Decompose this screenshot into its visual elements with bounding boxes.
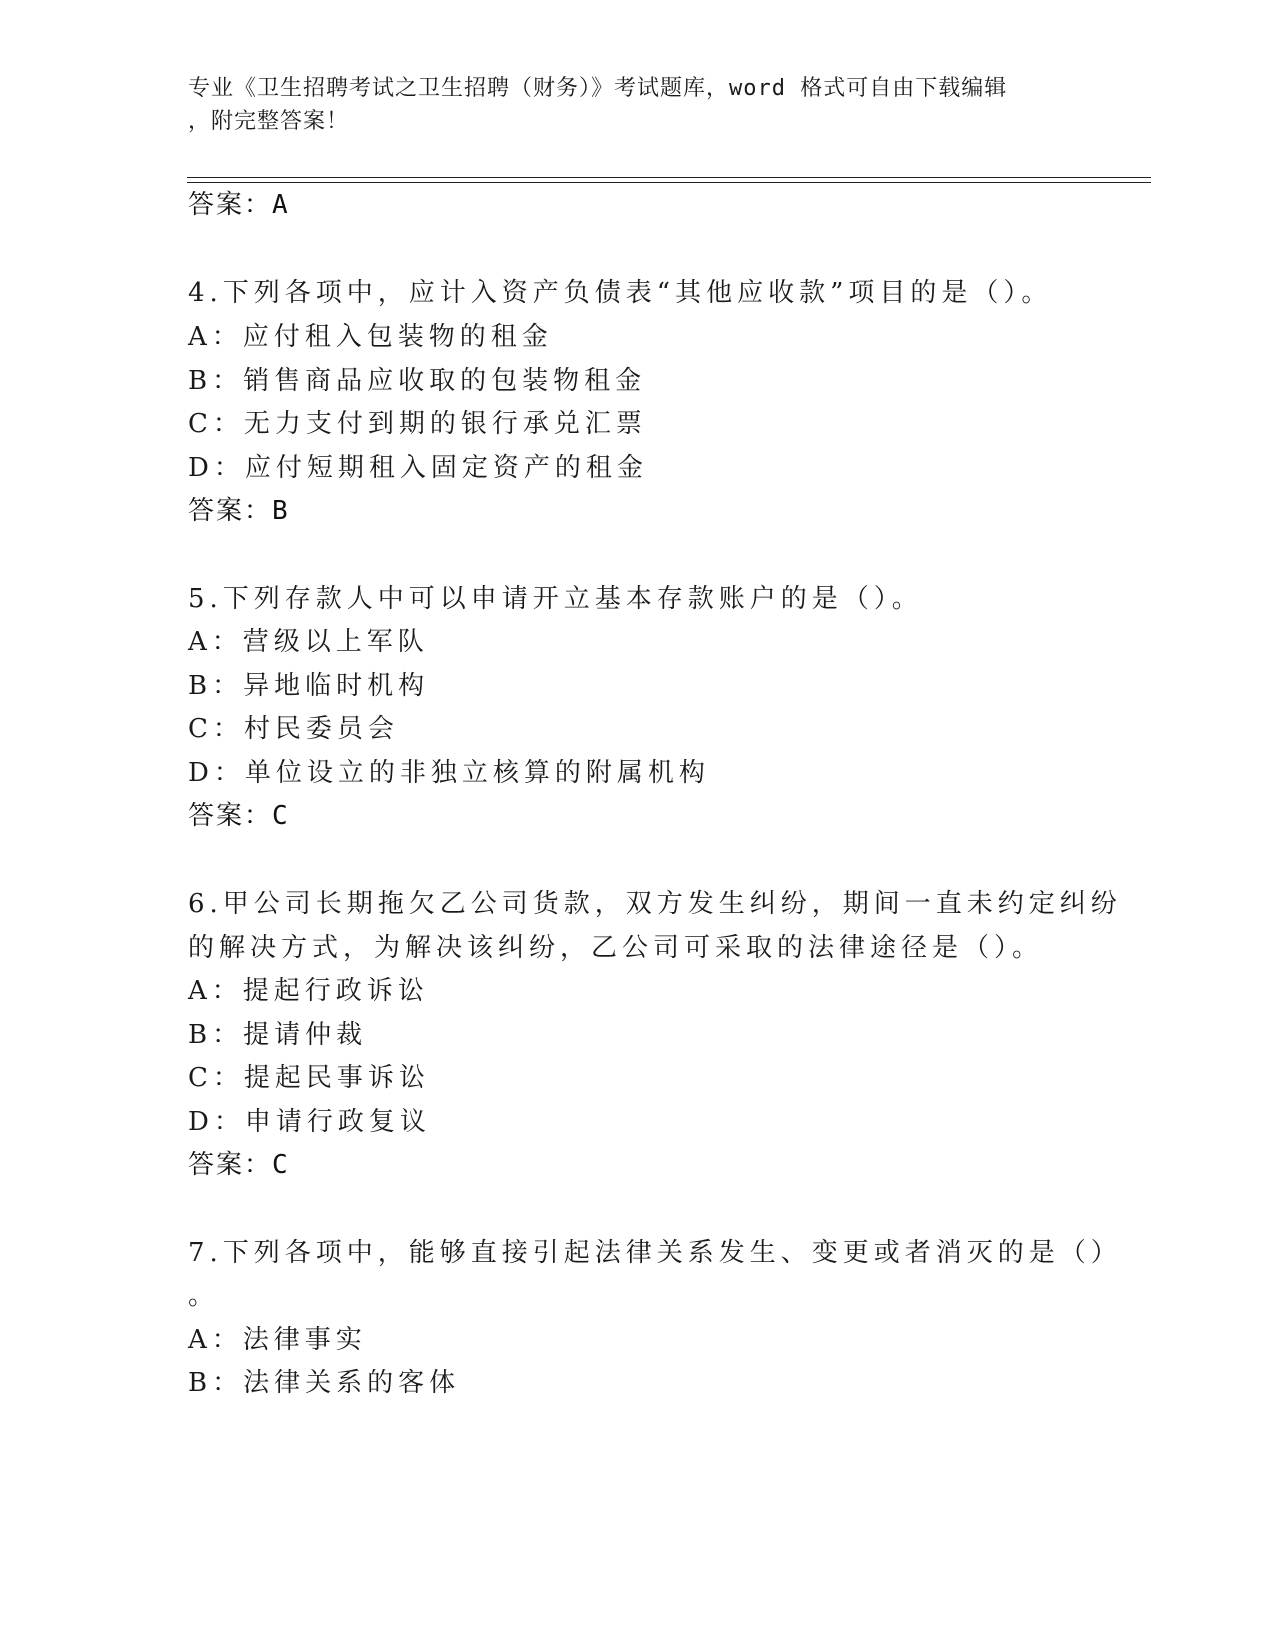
answer-line xyxy=(188,1144,288,1181)
option-b: B：法律关系的客体 xyxy=(188,1368,461,1398)
question-stem-line-1: 6.甲公司长期拖欠乙公司货款，双方发生纠纷，期间一直未约定纠纷 xyxy=(188,889,1122,919)
option-a: A：法律事实 xyxy=(188,1325,367,1355)
answer-label: 答案： xyxy=(188,801,273,831)
answer-line xyxy=(188,184,288,221)
question-stem-line-2: 。 xyxy=(188,1281,220,1311)
option-b: B：销售商品应收取的包装物租金 xyxy=(188,366,647,396)
answer-label: 答案： xyxy=(188,190,273,220)
question-stem: 5.下列存款人中可以申请开立基本存款账户的是（）。 xyxy=(188,584,923,614)
document-header xyxy=(188,72,1068,138)
answer-label: 答案： xyxy=(188,1150,273,1180)
header-line-2: ，附完整答案！ xyxy=(188,109,350,134)
question-stem: 4.下列各项中，应计入资产负债表“其他应收款”项目的是（）。 xyxy=(188,278,1053,308)
option-d: D：应付短期租入固定资产的租金 xyxy=(188,453,648,483)
answer-line xyxy=(188,795,288,832)
option-c: C：村民委员会 xyxy=(188,714,399,744)
answer-value: A xyxy=(272,190,288,220)
option-b: B：异地临时机构 xyxy=(188,671,430,701)
option-b: B：提请仲裁 xyxy=(188,1020,368,1050)
option-d: D：单位设立的非独立核算的附属机构 xyxy=(188,758,710,788)
option-a: A：营级以上军队 xyxy=(188,627,429,657)
header-divider-top xyxy=(187,177,1151,178)
option-a: A：应付租入包装物的租金 xyxy=(188,322,553,352)
option-c: C：提起民事诉讼 xyxy=(188,1063,430,1093)
header-divider-bottom xyxy=(187,182,1151,183)
answer-value: C xyxy=(272,801,288,831)
option-d: D：申请行政复议 xyxy=(188,1107,431,1137)
answer-value: B xyxy=(272,496,288,526)
question-stem-line-2: 的解决方式，为解决该纠纷，乙公司可采取的法律途径是（）。 xyxy=(188,933,1044,963)
question-stem-line-1: 7.下列各项中，能够直接引起法律关系发生、变更或者消灭的是（） xyxy=(188,1238,1122,1268)
answer-value: C xyxy=(272,1150,288,1180)
option-a: A：提起行政诉讼 xyxy=(188,976,429,1006)
header-line-1: 专业《卫生招聘考试之卫生招聘（财务）》考试题库，word 格式可自由下载编辑 xyxy=(188,76,1008,101)
answer-line xyxy=(188,490,288,527)
answer-label: 答案： xyxy=(188,496,273,526)
option-c: C：无力支付到期的银行承兑汇票 xyxy=(188,409,647,439)
